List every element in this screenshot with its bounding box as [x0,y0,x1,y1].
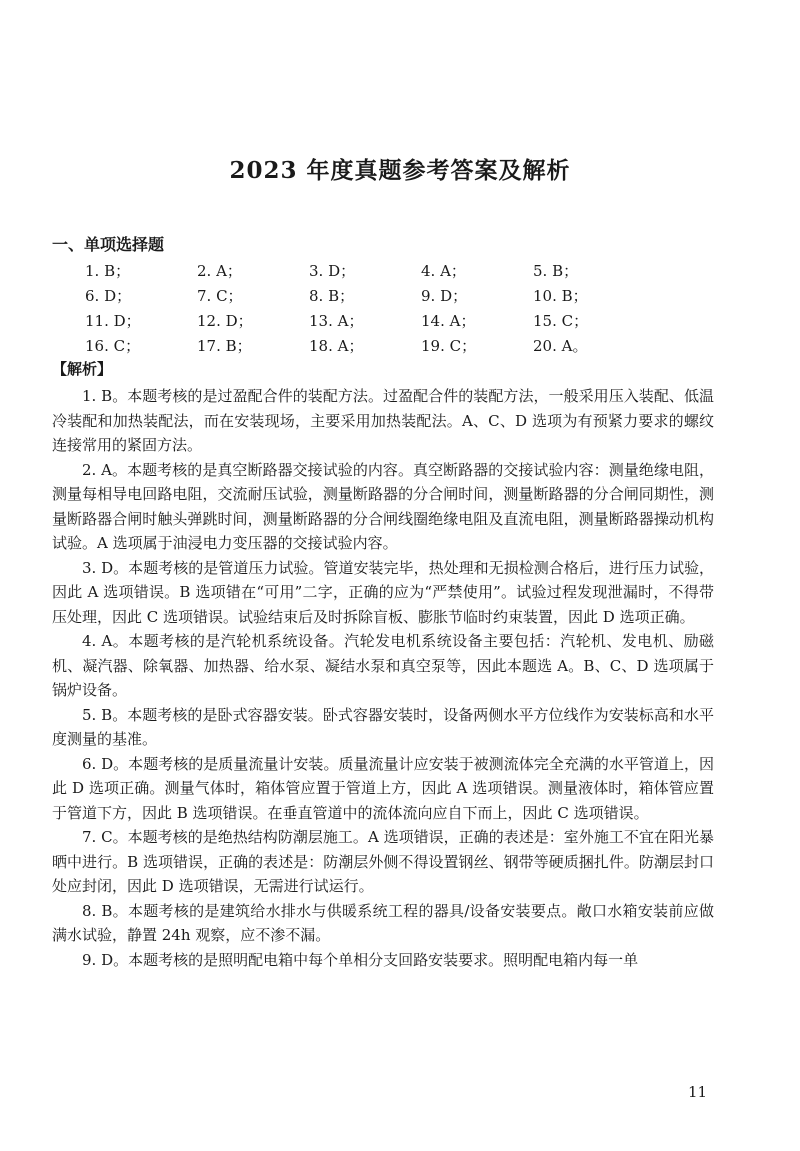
answer-item: 11. D； [85,312,141,330]
answer-item: 17. B； [197,337,252,355]
analysis-paragraph: 7. C。本题考核的是绝热结构防潮层施工。A 选项错误，正确的表述是：室外施工不宜在阳光暴晒中进行。B 选项错误，正确的表述是：防潮层外侧不得设置钢丝、钢带等硬质捆扎件。防潮层封口处应封闭，因此 D 选项错误，无需进行试运行。 [52,828,714,895]
answer-item: 5. B； [533,262,579,280]
analysis-paragraph: 9. D。本题考核的是照明配电箱中每个单相分支回路安装要求。照明配电箱内每一单 [82,950,639,969]
answer-item: 13. A； [309,312,364,330]
answer-row [85,283,645,308]
answer-item: 4. A； [421,262,466,280]
analysis-label: 【解析】 [52,360,113,378]
answer-item: 6. D； [85,287,132,305]
page-title: 2023 年度真题参考答案及解析 [229,157,571,184]
analysis-paragraph: 4. A。本题考核的是汽轮机系统设备。汽轮发电机系统设备主要包括：汽轮机、发电机、励磁机、凝汽器、除氧器、加热器、给水泵、凝结水泵和真空泵等，因此本题选 A。B、C、D 选项属于锅炉设备。 [52,632,714,699]
answer-item: 2. A； [197,262,242,280]
page-number: 11 [688,1083,708,1101]
answer-item: 10. B； [533,287,588,305]
answer-item: 19. C； [421,337,477,355]
answer-item: 16. C； [85,337,141,355]
answer-item: 14. A； [421,312,476,330]
analysis-paragraph: 5. B。本题考核的是卧式容器安装。卧式容器安装时，设备两侧水平方位线作为安装标高和水平度测量的基准。 [52,705,714,748]
answer-row [85,258,645,283]
answer-item: 20. A。 [533,337,588,355]
answer-item: 9. D； [421,287,468,305]
analysis-paragraph: 2. A。本题考核的是真空断路器交接试验的内容。真空断路器的交接试验内容：测量绝缘电阻，测量每相导电回路电阻，交流耐压试验，测量断路器的分合闸时间，测量断路器的分合闸同期性，测量断路器合闸时触头弹跳时间，测量断路器的分合闸线圈绝缘电阻及直流电阻，测量断路器操动机构试验。A 选项属于油浸电力变压器的交接试验内容。 [52,460,714,552]
answer-row [85,308,645,333]
answer-item: 1. B； [85,262,131,280]
answer-item: 8. B； [309,287,355,305]
answer-item: 18. A； [309,337,364,355]
answer-item: 7. C； [197,287,243,305]
analysis-body [52,384,714,972]
analysis-paragraph: 1. B。本题考核的是过盈配合件的装配方法。过盈配合件的装配方法，一般采用压入装配、低温冷装配和加热装配法，而在安装现场，主要采用加热装配法。A、C、D 选项为有预紧力要求的螺纹连接常用的紧固方法。 [52,387,714,454]
answer-item: 12. D； [197,312,253,330]
answer-row [85,333,645,358]
analysis-paragraph: 8. B。本题考核的是建筑给水排水与供暖系统工程的器具/设备安装要点。敞口水箱安装前应做满水试验，静置 24h 观察，应不渗不漏。 [52,901,714,944]
answer-item: 3. D； [309,262,356,280]
answer-item: 15. C； [533,312,589,330]
section-heading: 一、单项选择题 [52,235,165,254]
answer-key-grid [85,258,645,358]
analysis-paragraph: 6. D。本题考核的是质量流量计安装。质量流量计应安装于被测流体完全充满的水平管道上，因此 D 选项正确。测量气体时，箱体管应置于管道上方，因此 A 选项错误。测量液体时，箱体管应置于管道下方，因此 B 选项错误。在垂直管道中的流体流向应自下而上，因此 C 选项错误。 [52,754,714,822]
analysis-paragraph: 3. D。本题考核的是管道压力试验。管道安装完毕，热处理和无损检测合格后，进行压力试验，因此 A 选项错误。B 选项错在“可用”二字，正确的应为“严禁使用”。试验过程发现泄漏时，不得带压处理，因此 C 选项错误。试验结束后及时拆除盲板、膨胀节临时约束装置，因此 D 选项正确。 [52,558,714,626]
